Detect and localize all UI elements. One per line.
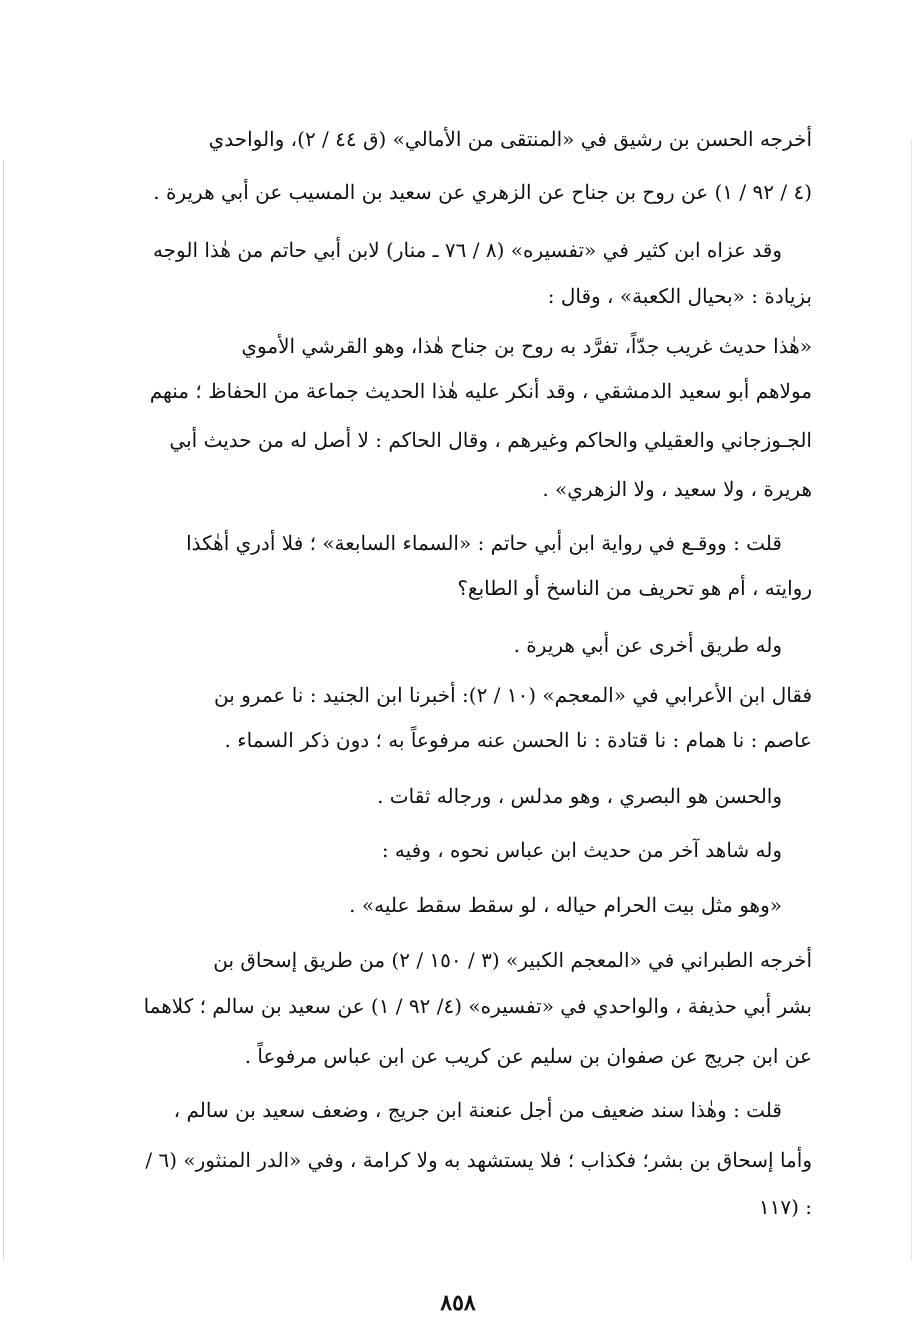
scan-edge-right xyxy=(911,140,912,1260)
scan-edge-left xyxy=(3,160,4,1260)
text-line: وأما إسحاق بن بشر؛ فكذاب ؛ فلا يستشهد به ولا كرامة ، وفي «الدر المنثور» (٦ / xyxy=(145,1148,812,1172)
page-number: ٨٥٨ xyxy=(440,1290,476,1316)
text-line: وله شاهد آخر من حديث ابن عباس نحوه ، وفيه : xyxy=(381,838,782,862)
text-line: «هٰذا حديث غريب جدّاً، تفرَّد به روح بن جناح هٰذا، وهو القرشي الأموي xyxy=(241,334,812,358)
text-line: الجـوزجاني والعقيلي والحاكم وغيرهم ، وقال الحاكم : لا أصل له من حديث أبي xyxy=(169,428,812,452)
text-line: بزيادة : «بحيال الكعبة» ، وقال : xyxy=(547,284,812,308)
text-line: والحسن هو البصري ، وهو مدلس ، ورجاله ثقات . xyxy=(377,784,782,808)
text-line: قلت : ووقـع في رواية ابن أبي حاتم : «السماء السابعة» ؛ فلا أدري أهٰكذا xyxy=(186,531,782,555)
text-line: وقد عزاه ابن كثير في «تفسيره» (٨ / ٧٦ ـ منار) لابن أبي حاتم من هٰذا الوجه xyxy=(152,238,782,262)
text-line: قلت : وهٰذا سند ضعيف من أجل عنعنة ابن جريج ، وضعف سعيد بن سالم ، xyxy=(173,1098,782,1122)
text-line: فقال ابن الأعرابي في «المعجم» (١٠ / ٢): أخبرنا ابن الجنيد : نا عمرو بن xyxy=(214,683,812,707)
text-line: روايته ، أم هو تحريف من الناسخ أو الطابع؟ xyxy=(457,576,812,600)
text-line: أخرجه الطبراني في «المعجم الكبير» (٣ / ١٥٠ / ٢) من طريق إسحاق بن xyxy=(213,948,812,972)
text-line: ١١٧) : xyxy=(758,1195,812,1219)
text-line: أخرجه الحسن بن رشيق في «المنتقى من الأمالي» (ق ٤٤ / ٢)، والواحدي xyxy=(208,127,812,151)
text-line: «وهو مثل بيت الحرام حياله ، لو سقط سقط عليه» . xyxy=(349,893,782,917)
text-line: وله طريق أخرى عن أبي هريرة . xyxy=(513,633,782,657)
text-line: بشر أبي حذيفة ، والواحدي في «تفسيره» (٤/ ٩٢ / ١) عن سعيد بن سالم ؛ كلاهما xyxy=(143,994,812,1018)
text-line: عن ابن جريج عن صفوان بن سليم عن كريب عن ابن عباس مرفوعاً . xyxy=(244,1044,812,1068)
text-line: مولاهم أبو سعيد الدمشقي ، وقد أنكر عليه هٰذا الحديث جماعة من الحفاظ ؛ منهم xyxy=(149,379,812,403)
text-line: (٤ / ٩٢ / ١) عن روح بن جناح عن الزهري عن سعيد بن المسيب عن أبي هريرة . xyxy=(153,180,812,204)
text-line: عاصم : نا همام : نا قتادة : نا الحسن عنه مرفوعاً به ؛ دون ذكر السماء . xyxy=(224,728,812,752)
text-line: هريرة ، ولا سعيد ، ولا الزهري» . xyxy=(542,477,812,501)
